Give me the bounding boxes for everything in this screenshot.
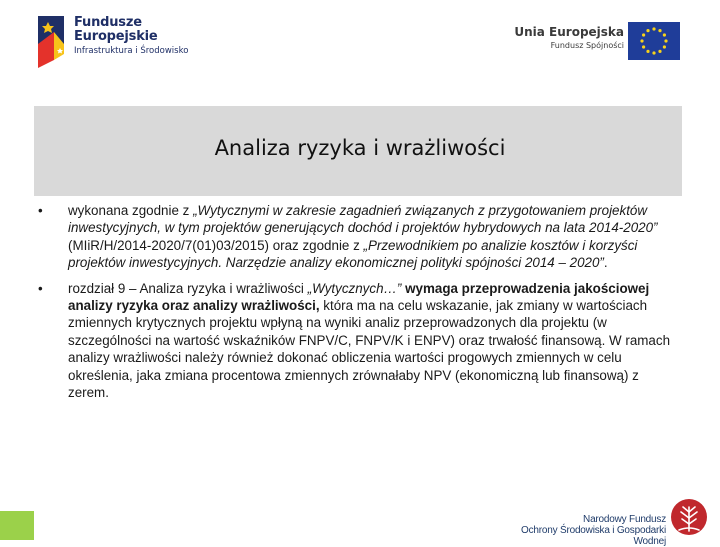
bullet2-bold: wymaga przeprowadzenia jakościowej analizy ryzyka oraz analizy wrażliwości, <box>68 280 650 314</box>
eu-flag-icon <box>628 22 680 60</box>
bullet-marker: • <box>38 280 43 296</box>
bullet-list <box>38 202 678 409</box>
bullet1-citation-guide: „Przewodnikiem po analizie kosztów i korzyści projektów inwestycyjnych. Narzędzie analizy ekonomicznej polityki spójności 2014 – 2020” <box>68 237 638 271</box>
list-item <box>38 202 678 272</box>
bullet1-reference: (MIiR/H/2014-2020/7(01)03/2015) oraz zgodnie z <box>68 237 364 253</box>
fe-logo-line1: Fundusze <box>74 15 142 30</box>
nf-logo-line1: Narodowy Fundusz <box>583 514 666 525</box>
fundusze-europejskie-logo <box>34 14 224 72</box>
page-title: Analiza ryzyka i wrażliwości <box>214 136 506 160</box>
footer-green-bar <box>0 511 34 540</box>
bullet-marker: • <box>38 203 43 218</box>
ue-logo-line2: Fundusz Spójności <box>550 41 624 50</box>
bullet2-citation: „Wytycznych…” <box>307 280 402 296</box>
list-item <box>38 280 678 402</box>
nf-logo-line2: Ochrony Środowiska i Gospodarki Wodnej <box>521 525 666 547</box>
bullet1-end: . <box>603 255 608 271</box>
fe-logo-line2: Europejskie <box>74 29 158 44</box>
bullet1-text: wykonana zgodnie z <box>68 203 194 218</box>
ue-logo-line1: Unia Europejska <box>514 25 624 39</box>
bullet2-text: rozdział 9 – Analiza ryzyka i wrażliwości <box>68 280 308 296</box>
nfosigw-emblem-icon <box>670 498 708 538</box>
nfosigw-logo <box>486 498 716 547</box>
fe-logo-line3: Infrastruktura i Środowisko <box>74 46 189 56</box>
fe-emblem-icon <box>34 14 70 70</box>
unia-europejska-logo <box>506 20 686 64</box>
bullet2-rest: która ma na celu wskazanie, jak zmiany w wartościach zmiennych krytycznych projektu wpłyną na wyniki analiz przeprowadzonych dla projektu (w szczególności na wartość wskaźników FNPV/C, FNPV/K i ENPV) oraz trwałość finansową. W ramach analizy wrażliwości należy również dokonać obliczenia wartości progowych zmiennych w celu określenia, jaka zmiana procentowa zmiennych zrównałaby NPV (ekonomiczną lub finansową) z zerem. <box>68 298 671 401</box>
bullet1-citation-guidelines: „Wytycznymi w zakresie zagadnień związanych z przygotowaniem projektów inwestycyjnych, w tym projektów generujących dochód i projektów hybrydowych na lata 2014-2020” <box>68 203 658 236</box>
